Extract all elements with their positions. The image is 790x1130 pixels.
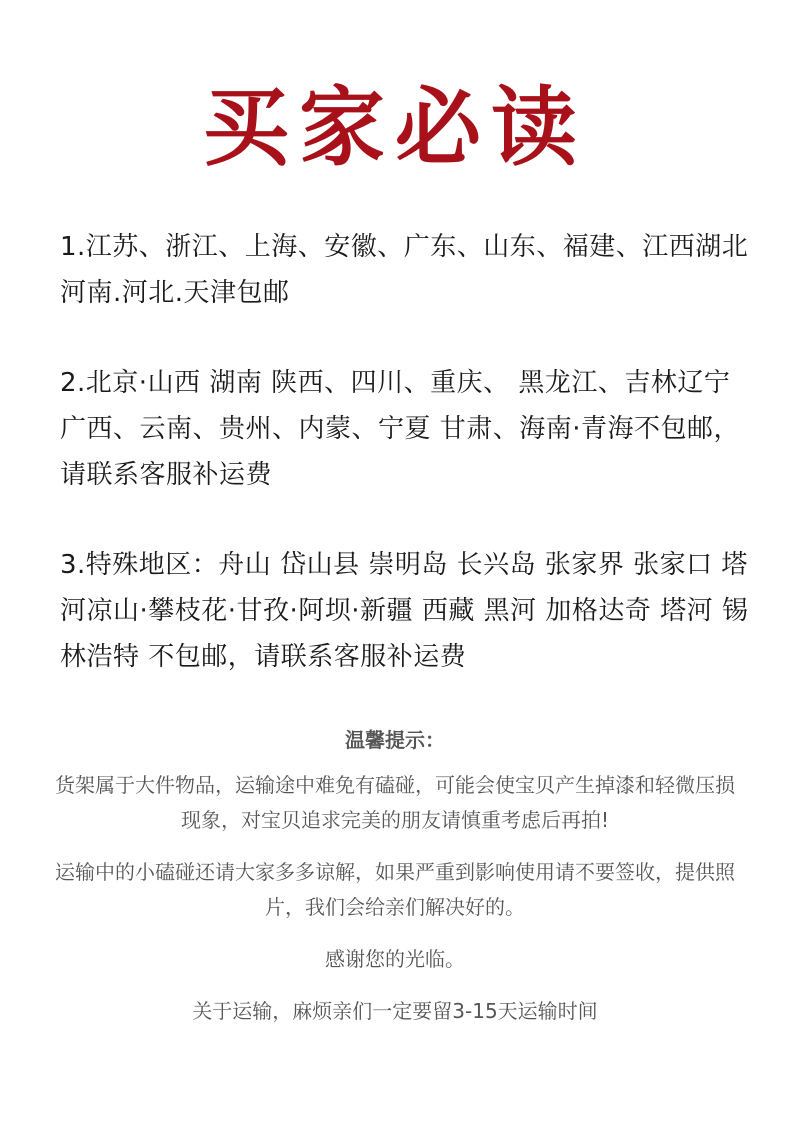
rule-no-free-shipping: 2.北京·山西 湖南 陕西、四川、重庆、 黑龙江、吉林辽宁 广西、云南、贵州、内蒙、宁夏 甘肃、海南·青海不包邮，请联系客服补运费 [60, 368, 741, 490]
shipping-rules [60, 224, 750, 724]
rule-free-shipping: 1.江苏、浙江、上海、安徽、广东、山东、福建、江西湖北 河南.河北.天津包邮 [60, 232, 749, 308]
rule-special-regions: 3.特殊地区：舟山 岱山县 崇明岛 长兴岛 张家界 张家口 塔河凉山·攀枝花·甘孜·阿坝·新疆 西藏 黑河 加格达奇 塔河 锡林浩特 不包邮，请联系客服补运费 [60, 550, 749, 672]
notice-section [50, 718, 740, 1046]
notice-line-thanks: 感谢您的光临。 [325, 947, 465, 971]
notice-line-damage: 货架属于大件物品，运输途中难免有磕碰，可能会使宝贝产生掉漆和轻微压损现象，对宝贝追求完美的朋友请慎重考虑后再拍! [55, 773, 735, 832]
notice-line-understanding: 运输中的小磕碰还请大家多多谅解，如果严重到影响使用请不要签收，提供照片，我们会给亲们解决好的。 [55, 860, 735, 919]
notice-heading: 温馨提示： [345, 728, 445, 752]
page-title: 买家必读 [203, 78, 587, 178]
notice-line-transit-time: 关于运输，麻烦亲们一定要留3-15天运输时间 [192, 999, 598, 1023]
